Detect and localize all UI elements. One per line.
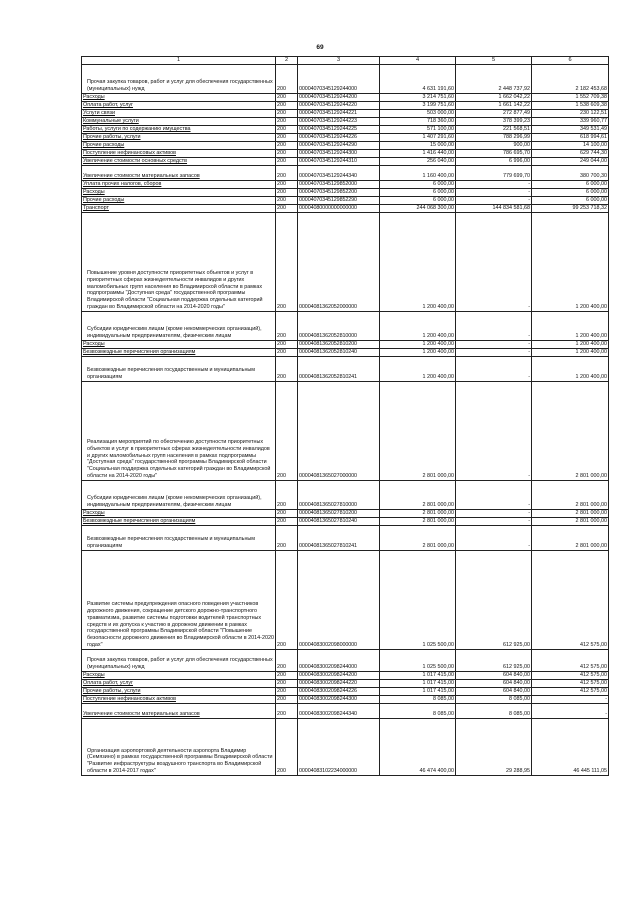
row-unexecuted: 14 100,00: [532, 141, 609, 149]
row-line-code: 200: [276, 133, 298, 141]
row-executed: 604 840,00: [456, 679, 532, 687]
row-line-code: 200: [276, 671, 298, 679]
row-budget-code: 00004070345129852290: [298, 196, 380, 204]
row-name: [82, 157, 276, 165]
table-row: [82, 381, 609, 480]
row-name-text: Увеличение стоимости материальных запасов: [83, 173, 200, 179]
row-executed: 221 568,51: [456, 125, 532, 133]
row-executed: -: [456, 356, 532, 381]
row-name-text: Уплата прочих налогов, сборов: [83, 181, 162, 187]
row-name: [82, 109, 276, 117]
row-name-text: Организация аэропортовой деятельности аэропорта Владимир (Семязино) в рамках государственной программы Владимирской области "Развитие инфраструктуры воздушного транспорта во Владимирской области в 2014-2017 годах": [87, 747, 273, 774]
row-line-code: 200: [276, 196, 298, 204]
row-name: [82, 188, 276, 196]
row-approved: 2 801 000,00: [380, 525, 456, 550]
row-name: [82, 687, 276, 695]
row-unexecuted: 1 200 400,00: [532, 356, 609, 381]
row-line-code: 200: [276, 149, 298, 157]
row-name-text: Коммунальные услуги: [83, 118, 139, 124]
row-name: [82, 517, 276, 525]
table-row: [82, 671, 609, 679]
row-line-code: 200: [276, 340, 298, 348]
row-approved: 2 801 000,00: [380, 509, 456, 517]
row-executed: 612 925,00: [456, 550, 532, 649]
row-unexecuted: 1 200 400,00: [532, 311, 609, 340]
row-name: [82, 348, 276, 356]
row-name-text: Прочие расходы: [83, 197, 125, 203]
row-name-text: Расходы: [83, 510, 105, 516]
row-budget-code: 00004083002098244220: [298, 679, 380, 687]
row-name-text: Оплата работ, услуг: [83, 680, 134, 686]
row-name-text: Прочая закупка товаров, работ и услуг для обеспечения государственных (муниципальных) нужд: [87, 79, 273, 92]
row-approved: 1 407 291,60: [380, 133, 456, 141]
header-col-4: 4: [380, 57, 456, 65]
table-row: [82, 679, 609, 687]
row-name-text: Субсидии юридическим лицам (кроме некоммерческих организаций), индивидуальным предпринимателям, физическим лицам: [87, 326, 262, 339]
row-executed: 779 699,70: [456, 165, 532, 180]
row-approved: 1 017 415,00: [380, 671, 456, 679]
row-executed: -: [456, 525, 532, 550]
row-name: [82, 93, 276, 101]
row-name: [82, 196, 276, 204]
row-name-text: Прочая закупка товаров, работ и услуг для обеспечения государственных (муниципальных) нужд: [87, 657, 273, 670]
row-line-code: 200: [276, 517, 298, 525]
table-row: [82, 348, 609, 356]
table-row: [82, 188, 609, 196]
table-row: [82, 212, 609, 311]
row-name-text: Безвозмездные перечисления государственным и муниципальным организациям: [87, 367, 256, 380]
row-unexecuted: 1 200 400,00: [532, 348, 609, 356]
row-name: [82, 180, 276, 188]
row-unexecuted: 6 000,00: [532, 196, 609, 204]
row-line-code: 200: [276, 356, 298, 381]
row-approved: 15 000,00: [380, 141, 456, 149]
row-name-text: Прочие расходы: [83, 142, 125, 148]
table-row: [82, 180, 609, 188]
table-header-row: [82, 57, 609, 65]
row-unexecuted: 6 000,00: [532, 180, 609, 188]
row-executed: 8 085,00: [456, 703, 532, 718]
row-executed: 6 996,00: [456, 157, 532, 165]
row-approved: 718 360,00: [380, 117, 456, 125]
row-unexecuted: 2 801 000,00: [532, 480, 609, 509]
table-row: [82, 356, 609, 381]
row-unexecuted: 412 575,00: [532, 550, 609, 649]
row-budget-code: 00004083102234000000: [298, 718, 380, 775]
row-unexecuted: 2 801 000,00: [532, 517, 609, 525]
page-number: 69: [316, 44, 324, 51]
table-row: [82, 517, 609, 525]
budget-table-body: [82, 57, 609, 776]
table-row: [82, 196, 609, 204]
row-budget-code: 00004083002098244226: [298, 687, 380, 695]
row-unexecuted: 2 182 453,68: [532, 64, 609, 93]
row-budget-code: 00004070345129852200: [298, 188, 380, 196]
row-approved: 1 416 440,00: [380, 149, 456, 157]
row-unexecuted: 349 531,49: [532, 125, 609, 133]
row-name: [82, 64, 276, 93]
row-name-text: Работы, услуги по содержанию имущества: [83, 126, 191, 132]
row-approved: 244 068 300,00: [380, 204, 456, 212]
row-unexecuted: 412 575,00: [532, 687, 609, 695]
row-approved: 1 200 400,00: [380, 311, 456, 340]
row-name-text: Прочие работы, услуги: [83, 134, 141, 140]
row-line-code: 200: [276, 480, 298, 509]
row-unexecuted: 339 960,77: [532, 117, 609, 125]
row-name: [82, 550, 276, 649]
row-budget-code: 00004081362052810200: [298, 340, 380, 348]
row-unexecuted: 230 122,51: [532, 109, 609, 117]
row-executed: 8 085,00: [456, 695, 532, 703]
row-budget-code: 00004070345129244221: [298, 109, 380, 117]
row-executed: 900,00: [456, 141, 532, 149]
header-col-1: 1: [82, 57, 276, 65]
row-unexecuted: 629 744,30: [532, 149, 609, 157]
row-name: [82, 212, 276, 311]
row-name-text: Поступление нефинансовых активов: [83, 696, 176, 702]
header-col-2: 2: [276, 57, 298, 65]
row-line-code: 200: [276, 93, 298, 101]
row-name-text: Реализация мероприятий по обеспечению доступности приоритетных объектов и услуг в приоритетных сферах жизнедеятельности инвалидов и других маломобильных групп населения в рамках подпрограммы "Доступная среда" государственной программы Владимирской области "Социальная поддержка отдельных категорий граждан во Владимирской области на 2014-2020 годы": [87, 439, 271, 479]
row-approved: 1 017 415,00: [380, 687, 456, 695]
row-unexecuted: 2 801 000,00: [532, 509, 609, 517]
row-budget-code: 00004070345129244000: [298, 64, 380, 93]
row-line-code: 200: [276, 157, 298, 165]
row-executed: -: [456, 480, 532, 509]
table-row: [82, 550, 609, 649]
row-name-text: Увеличение стоимости основных средств: [83, 158, 188, 164]
row-approved: 1 200 400,00: [380, 340, 456, 348]
header-col-5: 5: [456, 57, 532, 65]
row-name-text: Субсидии юридическим лицам (кроме некоммерческих организаций), индивидуальным предпринимателям, физическим лицам: [87, 495, 262, 508]
row-line-code: 200: [276, 649, 298, 671]
row-name: [82, 117, 276, 125]
row-name: [82, 718, 276, 775]
row-unexecuted: 1 552 709,38: [532, 93, 609, 101]
table-row: [82, 718, 609, 775]
row-executed: -: [456, 517, 532, 525]
row-executed: -: [456, 180, 532, 188]
row-approved: 503 000,00: [380, 109, 456, 117]
table-row: [82, 157, 609, 165]
row-budget-code: 00004070345129852000: [298, 180, 380, 188]
row-unexecuted: 1 200 400,00: [532, 340, 609, 348]
row-budget-code: 00004081362052810000: [298, 311, 380, 340]
row-name-text: Поступление нефинансовых активов: [83, 150, 176, 156]
row-name: [82, 649, 276, 671]
row-name-text: Услуги связи: [83, 110, 115, 116]
row-executed: 604 840,00: [456, 687, 532, 695]
row-line-code: 200: [276, 687, 298, 695]
row-budget-code: 00004081362052000000: [298, 212, 380, 311]
table-row: [82, 204, 609, 212]
row-budget-code: 00004070345129244223: [298, 117, 380, 125]
row-approved: 6 000,00: [380, 180, 456, 188]
row-executed: -: [456, 196, 532, 204]
row-name: [82, 480, 276, 509]
row-executed: 1 662 042,22: [456, 93, 532, 101]
row-unexecuted: 249 044,00: [532, 157, 609, 165]
row-line-code: 200: [276, 348, 298, 356]
row-executed: 2 448 737,92: [456, 64, 532, 93]
row-executed: 788 296,99: [456, 133, 532, 141]
row-approved: 571 100,00: [380, 125, 456, 133]
row-unexecuted: 99 253 718,32: [532, 204, 609, 212]
row-budget-code: 00004070345129244310: [298, 157, 380, 165]
row-name-text: Безвозмездные перечисления организациям: [83, 349, 196, 355]
table-row: [82, 133, 609, 141]
row-name-text: Повышение уровня доступности приоритетных объектов и услуг в приоритетных сферах жизнедеятельности инвалидов и других маломобильных групп населения во Владимирской области в рамках подпрограммы "Доступная среда" государственной программы Владимирской области "Социальная поддержка отдельных категорий граждан во Владимирской области на 2014-2020 годы": [87, 270, 263, 310]
row-approved: 1 025 500,00: [380, 550, 456, 649]
row-budget-code: 00004080000000000000: [298, 204, 380, 212]
table-row: [82, 695, 609, 703]
table-row: [82, 141, 609, 149]
row-unexecuted: 46 445 111,05: [532, 718, 609, 775]
row-executed: 272 877,49: [456, 109, 532, 117]
row-executed: 378 399,23: [456, 117, 532, 125]
row-executed: 786 695,70: [456, 149, 532, 157]
row-name-text: Расходы: [83, 94, 105, 100]
row-budget-code: 00004081365027000000: [298, 381, 380, 480]
row-approved: 2 801 000,00: [380, 480, 456, 509]
row-executed: 604 840,00: [456, 671, 532, 679]
row-budget-code: 00004070345129244226: [298, 133, 380, 141]
row-budget-code: 00004081362052810241: [298, 356, 380, 381]
table-row: [82, 109, 609, 117]
table-row: [82, 703, 609, 718]
row-name: [82, 703, 276, 718]
row-executed: 612 925,00: [456, 649, 532, 671]
row-unexecuted: 1 538 609,38: [532, 101, 609, 109]
row-line-code: 200: [276, 188, 298, 196]
row-line-code: 200: [276, 525, 298, 550]
row-approved: 6 000,00: [380, 196, 456, 204]
row-approved: 8 085,00: [380, 703, 456, 718]
table-row: [82, 93, 609, 101]
row-approved: 4 631 191,60: [380, 64, 456, 93]
row-unexecuted: 412 575,00: [532, 649, 609, 671]
row-unexecuted: 2 801 000,00: [532, 381, 609, 480]
row-line-code: 200: [276, 550, 298, 649]
row-name: [82, 125, 276, 133]
row-line-code: 200: [276, 718, 298, 775]
row-name-text: Транспорт: [83, 205, 109, 211]
row-name: [82, 141, 276, 149]
row-approved: 256 040,00: [380, 157, 456, 165]
row-approved: 1 200 400,00: [380, 212, 456, 311]
row-budget-code: 00004081365027810241: [298, 525, 380, 550]
row-executed: 144 834 581,68: [456, 204, 532, 212]
row-name: [82, 679, 276, 687]
row-budget-code: 00004070345129244290: [298, 141, 380, 149]
table-row: [82, 525, 609, 550]
row-line-code: 200: [276, 204, 298, 212]
row-name: [82, 165, 276, 180]
row-budget-code: 00004081365027810240: [298, 517, 380, 525]
row-budget-code: 00004081365027810200: [298, 509, 380, 517]
table-row: [82, 649, 609, 671]
row-approved: 2 801 000,00: [380, 381, 456, 480]
header-col-6: 6: [532, 57, 609, 65]
row-line-code: 200: [276, 109, 298, 117]
table-row: [82, 340, 609, 348]
row-name: [82, 381, 276, 480]
row-line-code: 200: [276, 165, 298, 180]
row-name: [82, 525, 276, 550]
table-row: [82, 509, 609, 517]
row-name-text: Расходы: [83, 341, 105, 347]
row-name: [82, 101, 276, 109]
row-budget-code: 00004083002098000000: [298, 550, 380, 649]
row-approved: 1 160 400,00: [380, 165, 456, 180]
row-budget-code: 00004083002098244300: [298, 695, 380, 703]
budget-table: [81, 56, 609, 776]
row-budget-code: 00004081365027810000: [298, 480, 380, 509]
row-line-code: 200: [276, 311, 298, 340]
row-unexecuted: 618 994,61: [532, 133, 609, 141]
row-budget-code: 00004070345129244200: [298, 93, 380, 101]
row-approved: 1 017 415,00: [380, 679, 456, 687]
row-executed: -: [456, 188, 532, 196]
row-executed: -: [456, 212, 532, 311]
row-budget-code: 00004083002098244340: [298, 703, 380, 718]
row-name: [82, 149, 276, 157]
row-budget-code: 00004070345129244225: [298, 125, 380, 133]
table-row: [82, 117, 609, 125]
row-name: [82, 204, 276, 212]
row-name: [82, 509, 276, 517]
row-line-code: 200: [276, 509, 298, 517]
row-approved: 8 085,00: [380, 695, 456, 703]
row-executed: 1 661 142,22: [456, 101, 532, 109]
row-line-code: 200: [276, 141, 298, 149]
row-executed: -: [456, 381, 532, 480]
row-name-text: Оплата работ, услуг: [83, 102, 134, 108]
row-line-code: 200: [276, 125, 298, 133]
row-executed: -: [456, 340, 532, 348]
row-name-text: Расходы: [83, 189, 105, 195]
row-executed: -: [456, 348, 532, 356]
row-budget-code: 00004083002098244000: [298, 649, 380, 671]
row-name: [82, 671, 276, 679]
row-name-text: Безвозмездные перечисления государственным и муниципальным организациям: [87, 536, 256, 549]
row-line-code: 200: [276, 695, 298, 703]
row-budget-code: 00004083002098244200: [298, 671, 380, 679]
row-unexecuted: 412 575,00: [532, 671, 609, 679]
header-col-3: 3: [298, 57, 380, 65]
row-executed: 29 288,95: [456, 718, 532, 775]
row-line-code: 200: [276, 679, 298, 687]
row-unexecuted: 6 000,00: [532, 188, 609, 196]
row-unexecuted: -: [532, 695, 609, 703]
row-approved: 1 200 400,00: [380, 356, 456, 381]
row-line-code: 200: [276, 212, 298, 311]
row-approved: 1 025 500,00: [380, 649, 456, 671]
row-name-text: Развитие системы предупреждения опасного поведения участников дорожного движения, сокращение детского дорожно-транспортного травматизма, развитие системы подготовки водителей транспортных средств и их допуска к участию в дорожном движении в рамках государственной программы Владимирской области "Повышение безопасности дорожного движения во Владимирской области в 2014-2020 годах": [87, 601, 274, 648]
row-budget-code: 00004070345129244220: [298, 101, 380, 109]
row-name: [82, 695, 276, 703]
row-unexecuted: 380 700,30: [532, 165, 609, 180]
row-name-text: Расходы: [83, 672, 105, 678]
row-unexecuted: 2 801 000,00: [532, 525, 609, 550]
row-line-code: 200: [276, 381, 298, 480]
table-row: [82, 101, 609, 109]
row-approved: 2 801 000,00: [380, 517, 456, 525]
row-budget-code: 00004070345129244340: [298, 165, 380, 180]
row-approved: 3 214 751,60: [380, 93, 456, 101]
row-name-text: Увеличение стоимости материальных запасов: [83, 711, 200, 717]
row-name: [82, 133, 276, 141]
row-name-text: Безвозмездные перечисления организациям: [83, 518, 196, 524]
row-budget-code: 00004070345129244300: [298, 149, 380, 157]
row-line-code: 200: [276, 64, 298, 93]
row-line-code: 200: [276, 117, 298, 125]
table-row: [82, 64, 609, 93]
row-name: [82, 311, 276, 340]
table-row: [82, 480, 609, 509]
table-row: [82, 687, 609, 695]
row-name-text: Прочие работы, услуги: [83, 688, 141, 694]
row-unexecuted: 412 575,00: [532, 679, 609, 687]
row-approved: 3 199 751,60: [380, 101, 456, 109]
row-line-code: 200: [276, 101, 298, 109]
row-line-code: 200: [276, 703, 298, 718]
row-approved: 6 000,00: [380, 188, 456, 196]
row-line-code: 200: [276, 180, 298, 188]
row-unexecuted: -: [532, 703, 609, 718]
table-row: [82, 165, 609, 180]
table-row: [82, 149, 609, 157]
row-name: [82, 356, 276, 381]
row-budget-code: 00004081362052810240: [298, 348, 380, 356]
row-approved: 1 200 400,00: [380, 348, 456, 356]
row-unexecuted: 1 200 400,00: [532, 212, 609, 311]
table-row: [82, 311, 609, 340]
row-executed: -: [456, 311, 532, 340]
row-approved: 46 474 400,00: [380, 718, 456, 775]
table-row: [82, 125, 609, 133]
row-executed: -: [456, 509, 532, 517]
row-name: [82, 340, 276, 348]
